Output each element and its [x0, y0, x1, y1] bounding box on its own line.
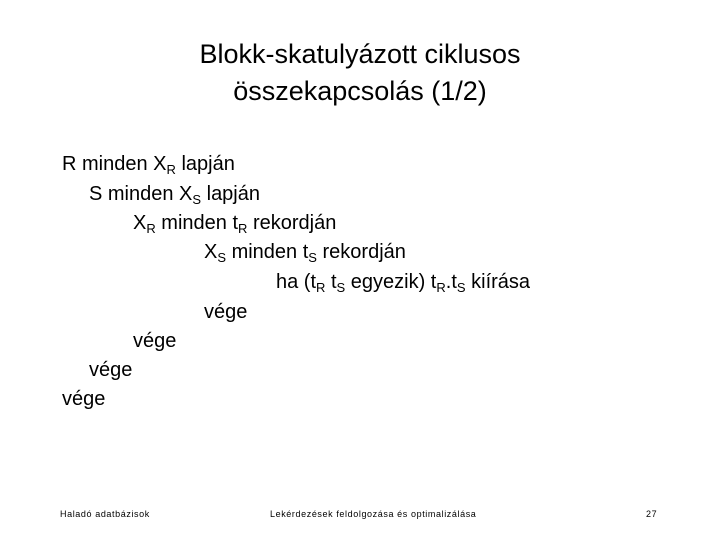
- text-segment: minden t: [155, 212, 238, 234]
- text-segment: lapján: [201, 183, 260, 205]
- slide-title: [140, 36, 580, 110]
- text-segment: ha (t: [276, 271, 317, 293]
- algorithm-line-6: vége: [204, 301, 248, 323]
- footer-course-name: Haladó adatbázisok: [60, 509, 150, 519]
- text-segment: lapján: [175, 153, 235, 175]
- slide-title-line-1: Blokk-skatulyázott ciklusos: [199, 39, 521, 69]
- text-segment: X: [204, 241, 218, 263]
- subscript: S: [308, 250, 317, 265]
- text-segment: R minden X: [62, 153, 167, 175]
- subscript: S: [192, 192, 202, 207]
- text-segment: minden t: [226, 241, 309, 263]
- subscript: R: [238, 221, 248, 236]
- algorithm-line-9: vége: [62, 388, 106, 410]
- subscript: R: [316, 280, 326, 295]
- subscript: R: [436, 280, 446, 295]
- subscript: R: [146, 221, 156, 236]
- text-segment: egyezik) t: [345, 271, 437, 293]
- footer-page-number: 27: [646, 509, 658, 519]
- text-segment: rekordján: [316, 241, 406, 263]
- algorithm-line-2: [89, 182, 260, 206]
- algorithm-line-7: vége: [133, 330, 177, 352]
- algorithm-line-3: [133, 211, 336, 235]
- subscript: S: [217, 250, 227, 265]
- algorithm-line-1: [62, 152, 235, 176]
- algorithm-line-5: [276, 270, 530, 294]
- text-segment: S minden X: [89, 183, 193, 205]
- text-segment: .t: [445, 271, 457, 293]
- text-segment: X: [133, 212, 147, 234]
- footer-topic: Lekérdezések feldolgozása és optimalizálása: [270, 509, 477, 519]
- subscript: R: [166, 162, 176, 177]
- text-segment: rekordján: [247, 212, 337, 234]
- text-segment: t: [325, 271, 337, 293]
- slide-title-line-2: összekapcsolás (1/2): [233, 76, 487, 106]
- subscript: S: [456, 280, 466, 295]
- subscript: S: [336, 280, 346, 295]
- text-segment: kiírása: [465, 271, 531, 293]
- algorithm-line-8: vége: [89, 359, 133, 381]
- algorithm-line-4: [204, 240, 406, 264]
